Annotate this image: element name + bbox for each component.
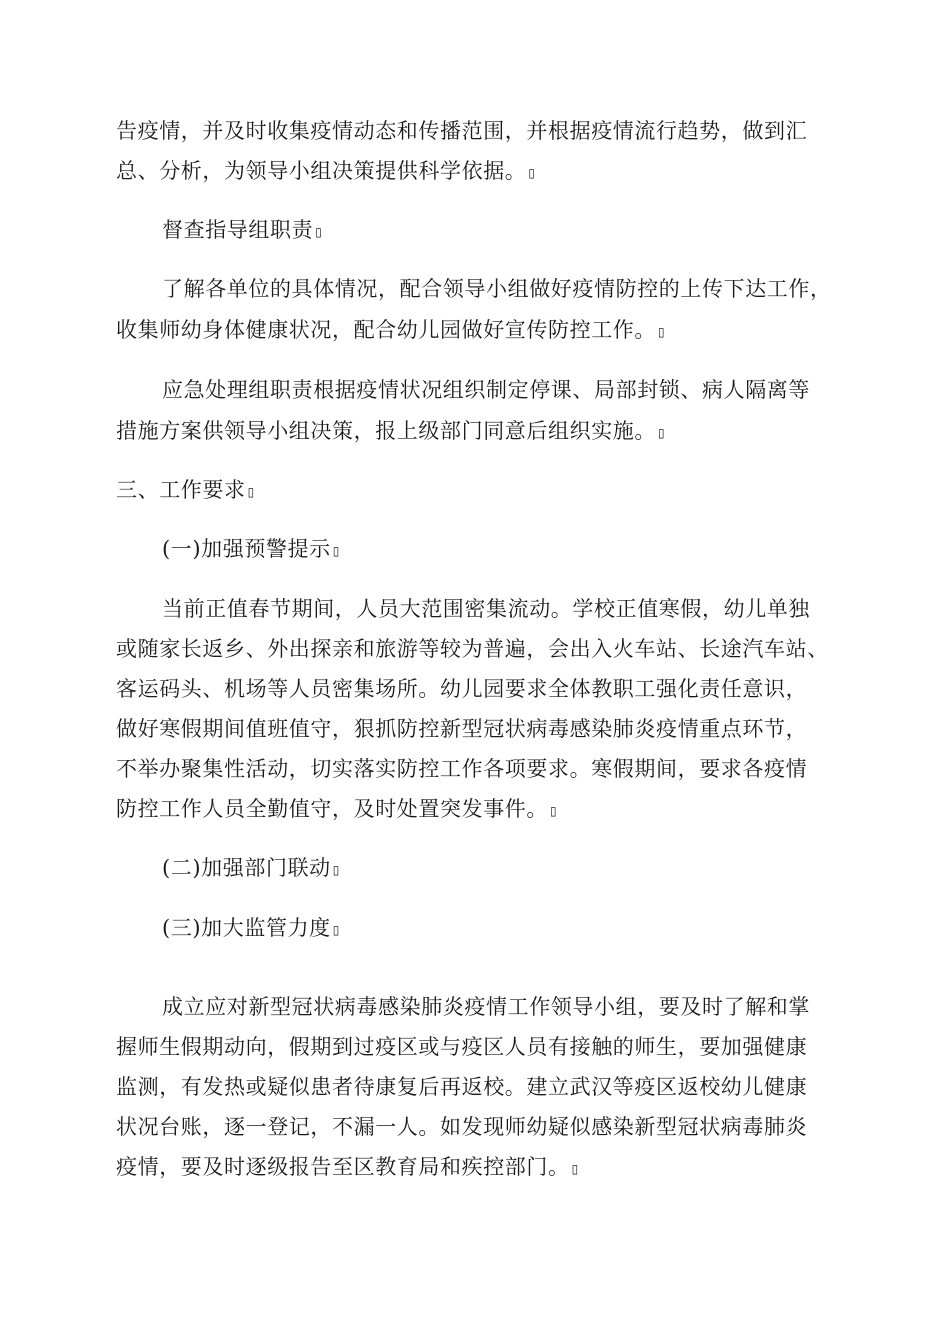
text-line — [116, 418, 665, 444]
text-line: 客运码头、机场等人员密集场所。幼儿园要求全体教职工强化责任意识， — [116, 677, 808, 701]
paragraph-mark-icon: ▯ — [332, 543, 341, 558]
text-line-content: 疫情，要及时逐级报告至区教育局和疾控部门。 — [116, 1155, 570, 1179]
paragraph-mark-icon: ▯ — [528, 165, 536, 180]
text-line-content: 收集师幼身体健康状况，配合幼儿园做好宣传防控工作。 — [116, 318, 656, 342]
text-line-content: 措施方案供领导小组决策，报上级部门同意后组织实施。 — [116, 419, 656, 443]
paragraph-mark-icon: ▯ — [315, 224, 323, 239]
paragraph-mark-icon: ▯ — [332, 922, 341, 937]
text-line: 或随家长返乡、外出探亲和旅游等较为普遍，会出入火车站、长途汽车站、 — [116, 637, 829, 661]
paragraph-mark-icon: ▯ — [658, 324, 666, 339]
text-line — [116, 796, 557, 822]
text-line: 应急处理组职责根据疫情状况组织制定停课、局部封锁、病人隔离等 — [162, 378, 810, 402]
text-line: 状况台账，逐一登记，不漏一人。如发现师幼疑似感染新型冠状病毒肺炎 — [116, 1115, 808, 1139]
text-line-content: 督查指导组职责 — [162, 218, 314, 242]
paragraph-mark-icon: ▯ — [658, 425, 666, 440]
text-line-content: (三)加大监管力度 — [162, 916, 331, 940]
text-line — [162, 915, 340, 941]
text-line: 了解各单位的具体情况，配合领导小组做好疫情防控的上传下达工作， — [162, 277, 832, 301]
text-line: 做好寒假期间值班值守，狠抓防控新型冠状病毒感染肺炎疫情重点环节， — [116, 717, 808, 741]
text-line — [162, 855, 340, 881]
paragraph-mark-icon: ▯ — [550, 803, 558, 818]
text-line: 当前正值春节期间，人员大范围密集流动。学校正值寒假，幼儿单独 — [162, 597, 810, 621]
paragraph-mark-icon: ▯ — [247, 484, 255, 499]
text-line — [116, 477, 255, 503]
text-line — [162, 536, 340, 562]
text-line-content: 防控工作人员全勤值守，及时处置突发事件。 — [116, 797, 548, 821]
text-line: 不举办聚集性活动，切实落实防控工作各项要求。寒假期间，要求各疫情 — [116, 757, 808, 781]
text-line: 监测，有发热或疑似患者待康复后再返校。建立武汉等疫区返校幼儿健康 — [116, 1075, 808, 1099]
text-line — [116, 1154, 579, 1180]
text-line: 握师生假期动向，假期到过疫区或与疫区人员有接触的师生，要加强健康 — [116, 1035, 808, 1059]
text-line — [116, 317, 665, 343]
text-line-content: 三、工作要求 — [116, 478, 246, 502]
text-line-content: (一)加强预警提示 — [162, 537, 331, 561]
text-line: 告疫情，并及时收集疫情动态和传播范围，并根据疫情流行趋势，做到汇 — [116, 119, 808, 143]
paragraph-mark-icon: ▯ — [571, 1161, 579, 1176]
text-line-content: 总、分析，为领导小组决策提供科学依据。 — [116, 159, 527, 183]
text-line-content: (二)加强部门联动 — [162, 856, 331, 880]
paragraph-mark-icon: ▯ — [332, 862, 341, 877]
text-line — [116, 158, 536, 184]
text-line — [162, 217, 322, 243]
text-line: 成立应对新型冠状病毒感染肺炎疫情工作领导小组，要及时了解和掌 — [162, 995, 810, 1019]
